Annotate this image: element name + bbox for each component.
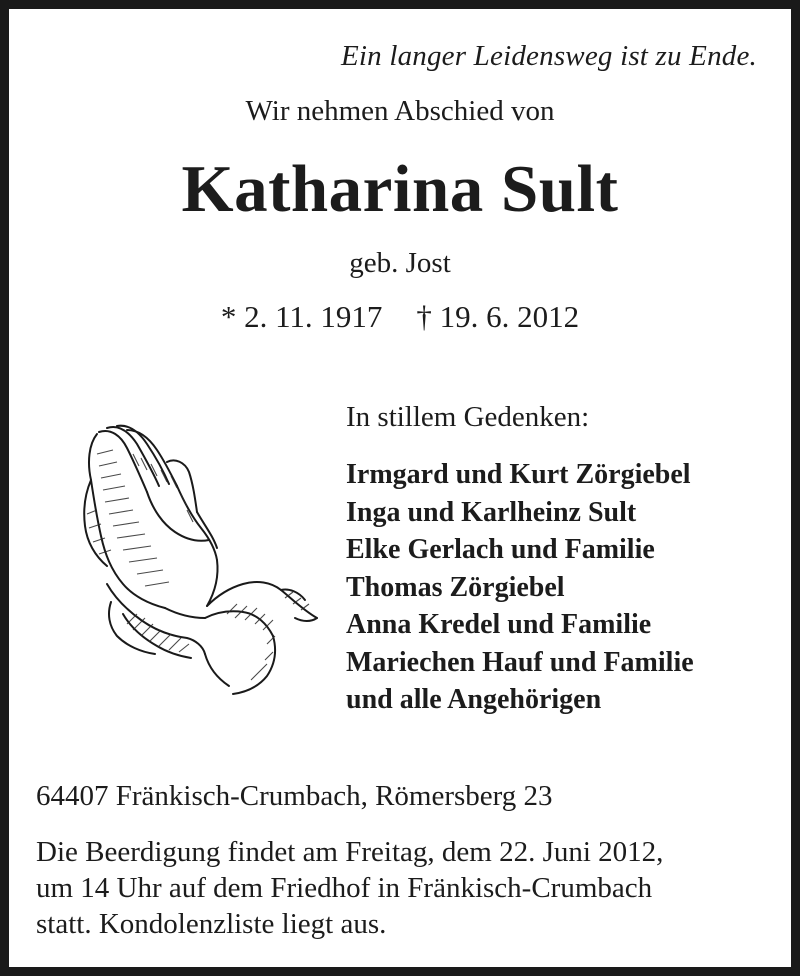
mourner-item: Thomas Zörgiebel: [346, 571, 565, 603]
deceased-name: Katharina Sult: [181, 152, 619, 226]
memory-heading: In stillem Gedenken:: [346, 401, 590, 433]
mourner-item: Elke Gerlach und Familie: [346, 534, 655, 565]
funeral-notice-line: statt. Kondolenzliste liegt aus.: [36, 908, 387, 940]
mourner-item: und alle Angehörigen: [346, 684, 602, 715]
life-dates: [9, 299, 791, 335]
maiden-name: geb. Jost: [349, 247, 451, 279]
intro-line: Wir nehmen Abschied von: [245, 95, 555, 127]
funeral-notice: [36, 834, 663, 942]
motto-line: Ein langer Leidensweg ist zu Ende.: [341, 40, 757, 72]
praying-hands-icon: [67, 414, 323, 714]
mourner-item: Anna Kredel und Familie: [346, 609, 652, 640]
mourner-item: Inga und Karlheinz Sult: [346, 496, 637, 528]
mourners-list: [346, 456, 694, 719]
birth-date: * 2. 11. 1917: [220, 299, 383, 334]
address-line: 64407 Fränkisch-Crumbach, Römersberg 23: [36, 780, 553, 812]
mourner-item: Irmgard und Kurt Zörgiebel: [346, 459, 691, 490]
funeral-notice-line: um 14 Uhr auf dem Friedhof in Fränkisch-Crumbach: [36, 872, 653, 904]
funeral-notice-line: Die Beerdigung findet am Freitag, dem 22. Juni 2012,: [36, 836, 664, 868]
death-date: † 19. 6. 2012: [416, 299, 580, 334]
mourner-item: Mariechen Hauf und Familie: [346, 646, 694, 678]
